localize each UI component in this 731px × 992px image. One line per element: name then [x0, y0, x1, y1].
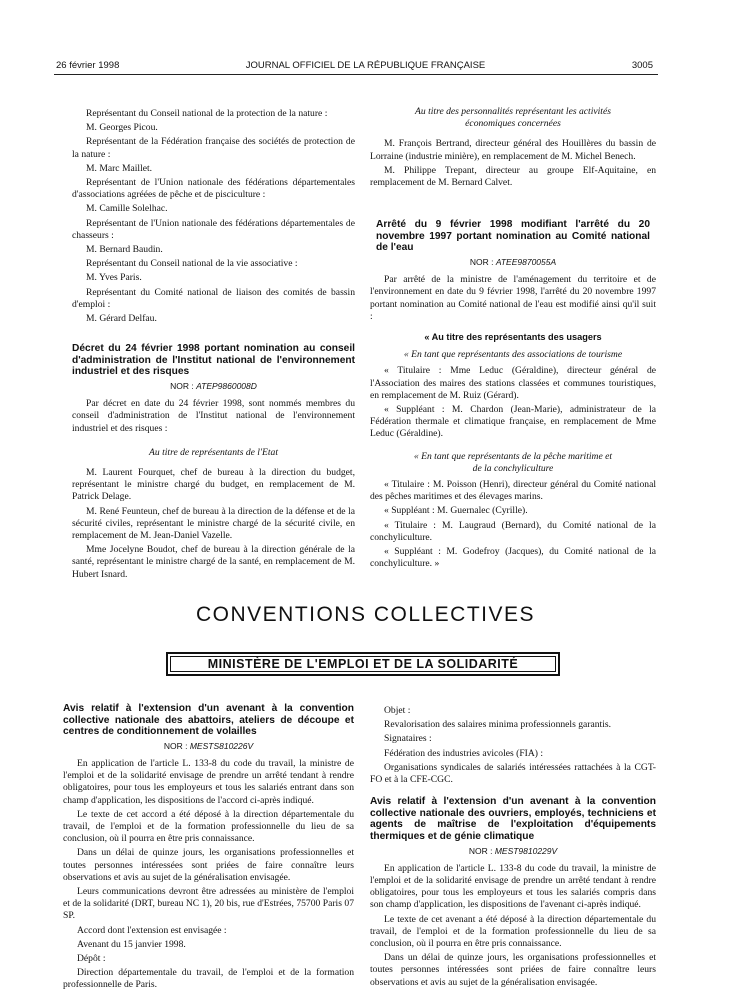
tourisme-list	[370, 365, 656, 440]
avis-thermique-body	[370, 863, 656, 989]
representative-line: Représentant de l'Union nationale des fédérations départementales d'associations agréées de pêche et de pisciculture :	[72, 177, 355, 201]
peche-line: « Titulaire : M. Poisson (Henri), directeur général du Comité national des pêches maritimes et des élevages marins.	[370, 479, 656, 503]
page-number: 3005	[631, 60, 653, 71]
representative-line: M. Marc Maillet.	[86, 162, 153, 174]
personnalite-line: M. François Bertrand, directeur général des Houillères du bassin de Lorraine (industrie minière), en remplacement de M. Michel Benech.	[370, 138, 656, 162]
avis-paragraph: En application de l'article L. 133-8 du code du travail, la ministre de l'emploi et de la solidarité envisage de prendre un arrêté tendant à rendre obligatoires, pour tous les employeurs et tous les salariés compris dans son champ d'application, les dispositions de l'avenant ci-après indiqué.	[370, 862, 656, 911]
peche-line: « Titulaire : M. Laugraud (Bernard), du Comité national de la conchyliculture.	[370, 519, 656, 543]
arrete-title: Arrêté du 9 février 1998 modifiant l'arrêté du 20 novembre 1997 portant nomination au Comité national de l'eau	[376, 219, 650, 254]
representative-line: Représentant de l'Union nationale des fédérations départementales de chasseurs :	[72, 217, 355, 241]
representative-line: M. Gérard Delfau.	[86, 313, 157, 325]
avis-paragraph: Signataires :	[384, 733, 432, 745]
arrete-nor: NOR : ATEE9870055A	[469, 257, 557, 267]
avis-paragraph: Revalorisation des salaires minima professionnels garantis.	[384, 719, 611, 731]
header-rule	[54, 74, 658, 75]
right-column-bottom	[370, 703, 656, 989]
avis-paragraph: Fédération des industries avicoles (FIA) :	[384, 747, 544, 759]
personnalites-list	[370, 138, 656, 189]
avis-paragraph: Dans un délai de quinze jours, les organisations professionnelles et toutes personnes intéressées sont priées de faire connaître leurs observations et avis au sujet de la généralisation envisagée.	[370, 952, 656, 988]
representative-line: Représentant du Comité national de liaison des comités de bassin d'emploi :	[72, 286, 355, 310]
left-column-bottom	[63, 703, 354, 992]
avis-paragraph: Avenant du 15 janvier 1998.	[77, 938, 186, 950]
representatives-list	[72, 108, 355, 325]
decree-member: M. Laurent Fourquet, chef de bureau à la direction du budget, représentant le ministre chargé du budget, en remplacement de M. Patrick Delage.	[72, 467, 355, 503]
avis-paragraph: Accord dont l'extension est envisagée :	[77, 924, 227, 936]
avis-paragraph: Leurs communications devront être adressées au ministère de l'emploi et de la solidarité (DRT, bureau NC 1), 20 bis, rue d'Estrées, 75700 Paris 07 SP.	[63, 886, 354, 922]
decree-subtitle: Au titre de représentants de l'Etat	[149, 446, 278, 458]
journal-title: JOURNAL OFFICIEL DE LA RÉPUBLIQUE FRANÇAISE	[245, 60, 486, 71]
left-column-top	[72, 106, 355, 581]
decree-intro: Par décret en date du 24 février 1998, sont nommés membres du conseil d'administration de l'Institut national de l'environnement industriel et des risques :	[72, 398, 355, 434]
avis-thermique-nor: NOR : MEST9810229V	[468, 845, 558, 856]
avis-paragraph: Organisations syndicales de salariés intéressées rattachées à la CGT-FO et à la CFE-CGC.	[370, 761, 656, 786]
avis-abattoirs-body	[63, 758, 354, 992]
avis-paragraph: Direction départementale du travail, de l'emploi et de la formation professionnelle de Paris.	[63, 967, 354, 991]
decree-member: Mme Jocelyne Boudot, chef de bureau à la direction générale de la santé, représentant le ministre chargé de la santé, en remplacement de M. Hubert Isnard.	[72, 544, 355, 580]
peche-line: « Suppléant : M. Guernalec (Cyrille).	[384, 505, 528, 517]
personnalite-line: M. Philippe Trepant, directeur au groupe Elf-Aquitaine, en remplacement de M. Bernard Calvet.	[370, 164, 656, 189]
decree-members-list	[72, 467, 355, 581]
personnalites-subtitle: Au titre des personnalités représentant les activités économiques concernées	[415, 106, 611, 130]
avis-paragraph: En application de l'article L. 133-8 du code du travail, la ministre de l'emploi et de la solidarité envisage de prendre un arrêté tendant à rendre obligatoires, pour tous les employeurs et tous les salariés entrant dans son champ d'application, les dispositions de l'accord ci-après indiqué.	[63, 757, 354, 806]
avis-abattoirs-nor: NOR : MESTS810226V	[163, 740, 254, 751]
tourisme-line: « Suppléant : M. Chardon (Jean-Marie), administrateur de la Fédération thermale et climatique française, en remplacement de Mme Leduc (Géraldine).	[370, 404, 656, 440]
ministry-banner	[166, 652, 560, 676]
representative-line: Représentant du Conseil national de la protection de la nature :	[86, 108, 328, 119]
right-column-top	[370, 106, 656, 570]
peche-list	[370, 479, 656, 570]
ministry-name: MINISTÈRE DE L'EMPLOI ET DE LA SOLIDARITÉ	[170, 656, 556, 672]
representative-line: M. Georges Picou.	[86, 122, 158, 134]
avis-paragraph: Objet :	[384, 705, 411, 716]
decree-title: Décret du 24 février 1998 portant nomination au conseil d'administration de l'Institut national de l'environnement industriel et des risques	[72, 343, 355, 378]
avis-paragraph: Dans un délai de quinze jours, les organisations professionnelles et toutes personnes intéressées sont priées de faire connaître leurs observations et avis au sujet de la généralisation envisagée.	[63, 847, 354, 883]
usagers-heading: « Au titre des représentants des usagers	[424, 332, 602, 343]
representative-line: M. Yves Paris.	[86, 272, 142, 284]
avis-abattoirs-title: Avis relatif à l'extension d'un avenant à la convention collective nationale des abattoirs, ateliers de découpe et centres de conditionnement de volailles	[63, 703, 354, 738]
peche-line: « Suppléant : M. Godefroy (Jacques), du Comité national de la conchyliculture. »	[370, 546, 656, 570]
avis-paragraph: Le texte de cet accord a été déposé à la direction départementale du travail, de l'emploi et de la formation professionnelle du lieu de sa conclusion, où il pourra en être pris connaissance.	[63, 808, 354, 845]
avis-thermique-title: Avis relatif à l'extension d'un avenant à la convention collective nationale des ouvriers, employés, techniciens et agents de maîtrise de l'exploitation d'équipements thermiques et de génie climatique	[370, 796, 656, 842]
header-date: 26 février 1998	[56, 60, 120, 71]
representative-line: Représentant du Conseil national de la vie associative :	[86, 258, 298, 270]
peche-heading: « En tant que représentants de la pêche maritime et de la conchyliculture	[413, 450, 613, 474]
representative-line: M. Camille Solelhac.	[86, 203, 168, 215]
avis-paragraph: Dépôt :	[77, 953, 106, 965]
decree-member: M. René Feunteun, chef de bureau à la direction de la défense et de la sécurité civiles, représentant le ministre chargé de la sécurité civile, en remplacement de M. Jean-Daniel Vazelle.	[72, 505, 355, 542]
avis-abattoirs-continued	[370, 705, 656, 786]
tourisme-heading: « En tant que représentants des associations de tourisme	[403, 349, 623, 361]
decree-nor: NOR : ATEP9860008D	[170, 381, 257, 392]
section-title: CONVENTIONS COLLECTIVES	[195, 603, 536, 626]
tourisme-line: « Titulaire : Mme Leduc (Géraldine), directeur général de l'Association des maires des stations classées et communes touristiques, en remplacement de M. Ruiz (Gérard).	[370, 365, 656, 401]
avis-paragraph: Le texte de cet avenant a été déposé à la direction départementale du travail, de l'emploi et de la formation professionnelle du lieu de sa conclusion, où il pourra en être pris connaissance.	[370, 913, 656, 950]
representative-line: M. Bernard Baudin.	[86, 244, 163, 256]
representative-line: Représentant de la Fédération française des sociétés de protection de la nature :	[72, 136, 355, 160]
arrete-intro: Par arrêté de la ministre de l'aménagement du territoire et de l'environnement en date du 9 février 1998, l'arrêté du 20 novembre 1997 portant nomination au Comité national de l'eau est modifié ainsi qu'il suit :	[370, 274, 656, 322]
